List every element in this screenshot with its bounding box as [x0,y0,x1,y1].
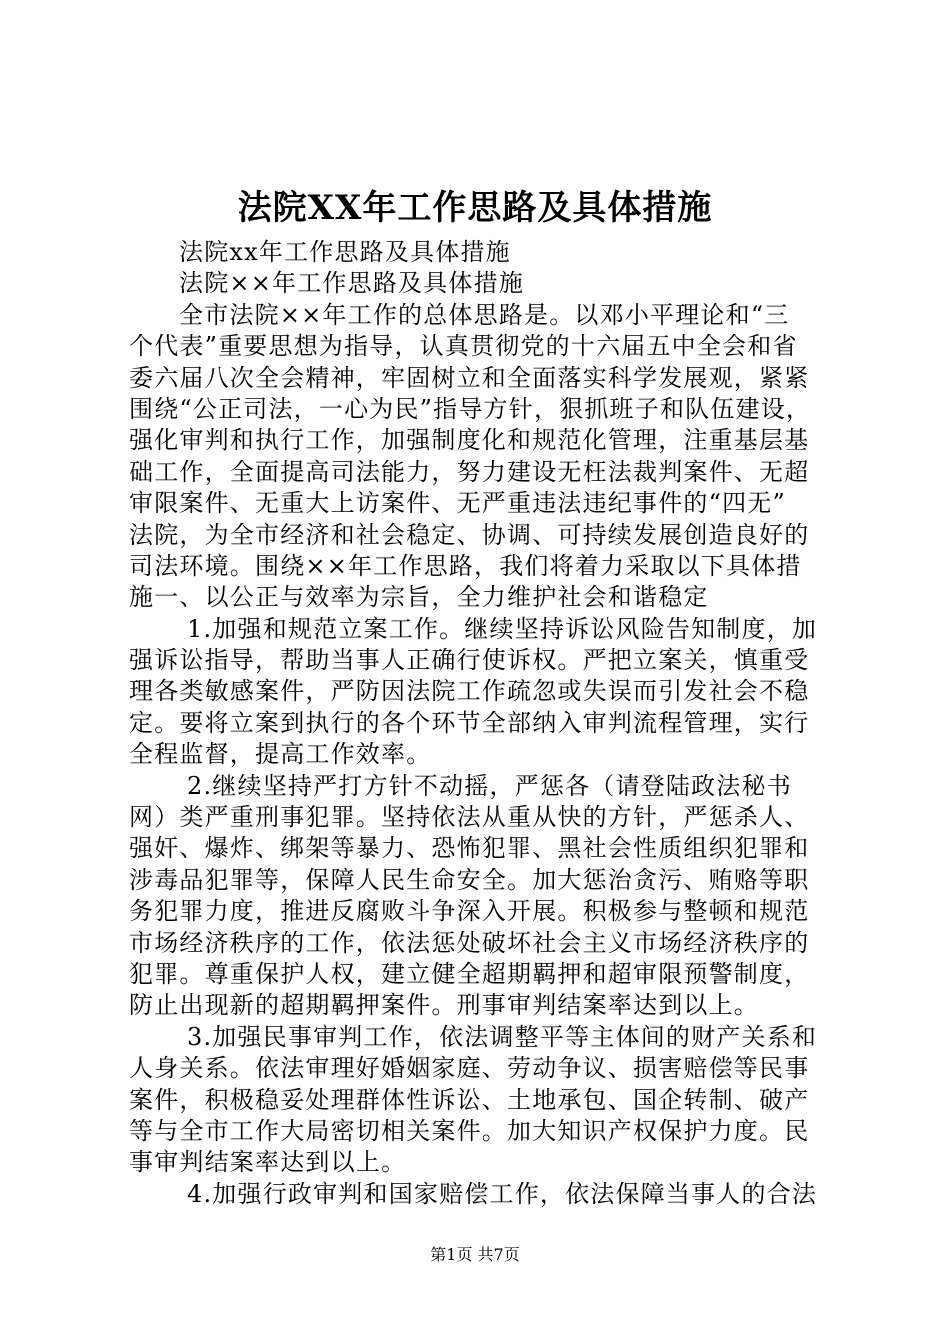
document-title: 法院XX年工作思路及具体措施 [237,188,713,228]
item-2-line: 强奸、爆炸、绑架等暴力、恐怖犯罪、黑社会性质组织犯罪和 [129,834,810,863]
item-3-line: 事审判结案率达到以上。 [129,1148,407,1177]
paragraph-line: 审限案件、无重大上访案件、无严重违法违纪事件的“四无” [129,489,786,518]
item-2-line: 涉毒品犯罪等，保障人民生命安全。加大惩治贪污、贿赂等职 [129,865,810,894]
paragraph-line: 施一、以公正与效率为宗旨，全力维护社会和谐稳定 [129,583,709,612]
item-2-line: 犯罪。尊重保护人权，建立健全超期羁押和超审限预警制度， [129,959,810,988]
item-1-line: 定。要将立案到执行的各个环节全部纳入审判流程管理，实行 [129,708,810,737]
item-1-line: 强诉讼指导，帮助当事人正确行使诉权。严把立案关，慎重受 [129,646,810,675]
paragraph-line: 法院，为全市经济和社会稳定、协调、可持续发展创造良好的 [129,520,810,549]
paragraph-line: 个代表”重要思想为指导，认真贯彻党的十六届五中全会和省 [129,332,798,361]
item-3-line: 等与全市工作大局密切相关案件。加大知识产权保护力度。民 [129,1116,810,1145]
item-3-line: 人身关系。依法审理好婚姻家庭、劳动争议、损害赔偿等民事 [129,1054,810,1083]
paragraph-line: 围绕“公正司法，一心为民”指导方针，狠抓班子和队伍建设， [129,394,812,423]
item-2-line: 防止出现新的超期羁押案件。刑事审判结案率达到以上。 [129,991,759,1020]
item-1-line: 全程监督，提高工作效率。 [129,740,432,769]
subtitle-line-1: 法院xx年工作思路及具体措施 [179,238,511,266]
item-2-line: 网）类严重刑事犯罪。坚持依法从重从快的方针，严惩杀人、 [129,803,810,832]
item-1-line: 1.加强和规范立案工作。继续坚持诉讼风险告知制度，加 [187,614,818,643]
item-1-line: 理各类敏感案件，严防因法院工作疏忽或失误而引发社会不稳 [129,677,810,706]
paragraph-line: 强化审判和执行工作，加强制度化和规范化管理，注重基层基 [129,426,810,455]
item-4-line: 4.加强行政审判和国家赔偿工作，依法保障当事人的合法 [187,1179,818,1208]
item-2-line: 务犯罪力度，推进反腐败斗争深入开展。积极参与整顿和规范 [129,897,810,926]
item-2-line: 市场经济秩序的工作，依法惩处破坏社会主义市场经济秩序的 [129,928,810,957]
item-3-line: 3.加强民事审判工作，依法调整平等主体间的财产关系和 [187,1022,818,1051]
paragraph-line: 委六届八次全会精神，牢固树立和全面落实科学发展观，紧紧 [129,363,810,392]
item-3-line: 案件，积极稳妥处理群体性诉讼、土地承包、国企转制、破产 [129,1085,810,1114]
document-body [129,237,835,1210]
paragraph-line: 全市法院××年工作的总体思路是。以邓小平理论和“三 [179,300,790,329]
page-footer: 第1页 共7页 [430,1245,520,1264]
paragraph-line: 司法环境。围绕××年工作思路，我们将着力采取以下具体措 [129,551,802,580]
paragraph-line: 础工作，全面提高司法能力，努力建设无枉法裁判案件、无超 [129,457,810,486]
subtitle-line-2: 法院××年工作思路及具体措施 [179,269,525,298]
item-2-line: 2.继续坚持严打方针不动摇，严惩各（请登陆政法秘书 [187,771,792,800]
